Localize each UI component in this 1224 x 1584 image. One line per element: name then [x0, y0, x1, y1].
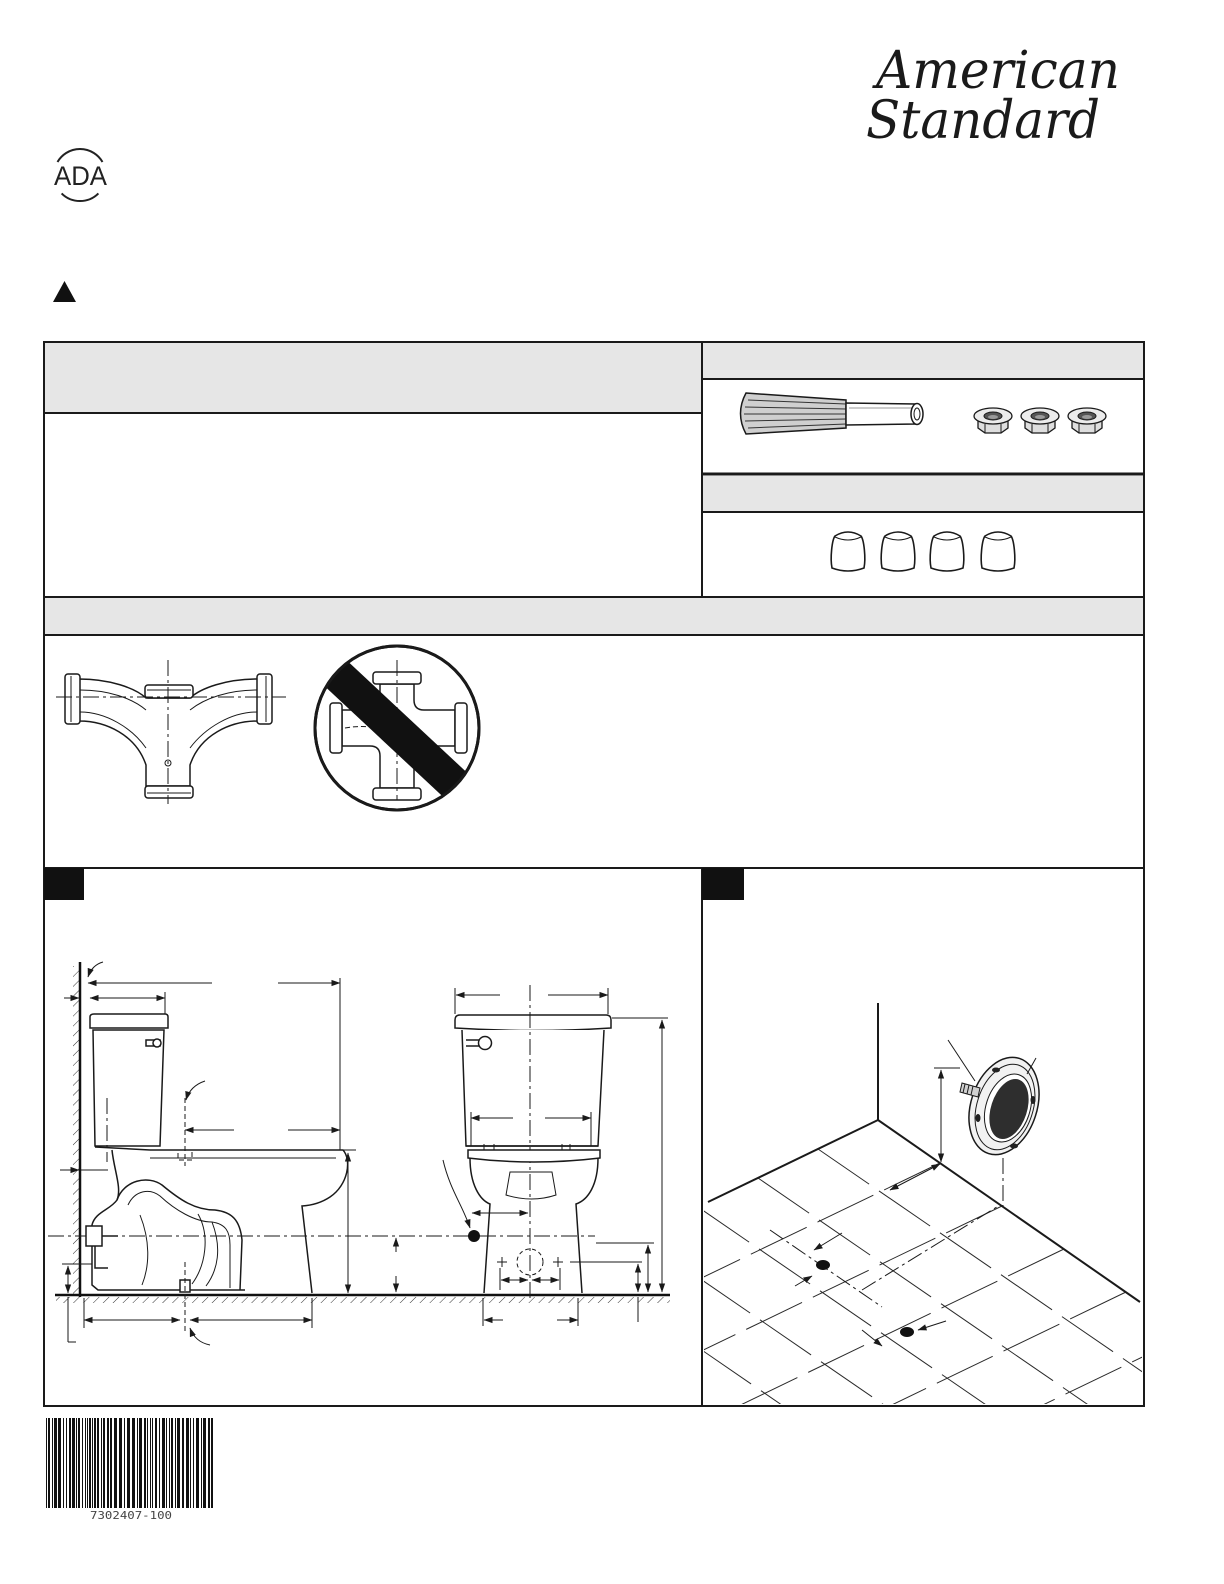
product-barcode — [46, 1418, 213, 1508]
bowl-outline — [150, 1150, 348, 1293]
barcode-bar — [186, 1418, 189, 1508]
flange-nuts — [974, 408, 1106, 433]
barcode-bar — [92, 1418, 93, 1508]
flange-nut-icon — [1021, 408, 1059, 433]
barcode-bar — [110, 1418, 112, 1508]
section-header-caps — [703, 476, 1143, 511]
closet-flange — [957, 1048, 1051, 1164]
barcode-bar — [139, 1418, 142, 1508]
barcode-bar — [89, 1418, 91, 1508]
step-number-box-right — [702, 868, 744, 900]
barcode-bar — [66, 1418, 67, 1508]
barcode-bar — [137, 1418, 138, 1508]
barcode-bar — [107, 1418, 109, 1508]
barcode-bar — [159, 1418, 160, 1508]
logo-line-2: Standard — [866, 91, 1100, 151]
barcode-bar — [193, 1418, 194, 1508]
front-pedestal-left — [470, 1158, 490, 1293]
barcode-bar — [177, 1418, 180, 1508]
flush-lever-icon — [153, 1039, 161, 1047]
barcode-bar — [72, 1418, 75, 1508]
bolt-cap-icon — [831, 532, 865, 571]
barcode-bar — [169, 1418, 170, 1508]
floor-tile-grid — [430, 1149, 1224, 1584]
barcode-bar — [101, 1418, 102, 1508]
barcode-bar — [152, 1418, 153, 1508]
barcode-bar — [203, 1418, 206, 1508]
barcode-bar — [78, 1418, 80, 1508]
section-header-drain — [45, 598, 1143, 634]
supply-location-dot — [468, 1230, 480, 1242]
barcode-bar — [97, 1418, 99, 1508]
tank-lid — [90, 1014, 168, 1028]
barcode-bar — [48, 1418, 50, 1508]
barcode-bar — [94, 1418, 96, 1508]
barcode-bar — [150, 1418, 151, 1508]
barcode-bar — [208, 1418, 210, 1508]
barcode-bar — [52, 1418, 53, 1508]
ada-logo-text: ADA — [54, 161, 107, 191]
barcode-bar — [119, 1418, 122, 1508]
warning-triangle-icon — [53, 281, 76, 302]
barcode-bar — [69, 1418, 71, 1508]
barcode-bar — [63, 1418, 64, 1508]
bolt-cap-icon — [930, 532, 964, 571]
floor-bolt-hole — [900, 1327, 914, 1337]
tank-body — [93, 1030, 164, 1146]
barcode-bar — [175, 1418, 176, 1508]
barcode-bar — [162, 1418, 165, 1508]
toilet-rough-in-front-view — [443, 985, 668, 1326]
flange-nut-icon — [974, 408, 1012, 433]
front-bowl-rim — [468, 1150, 600, 1162]
prohibited-cross-fitting-drawing — [315, 646, 480, 810]
barcode-bar — [114, 1418, 117, 1508]
barcode-bar — [155, 1418, 157, 1508]
barcode-bar — [190, 1418, 191, 1508]
barcode-bar — [46, 1418, 47, 1508]
approved-wye-fitting-drawing — [56, 660, 286, 804]
bolt-cap-icon — [981, 532, 1015, 571]
barcode-bar — [144, 1418, 146, 1508]
barcode-bar — [211, 1418, 213, 1508]
step-number-box-left — [44, 868, 84, 900]
front-pedestal-right — [576, 1158, 598, 1293]
floor-bolt-hole — [816, 1260, 830, 1270]
bolt-caps — [831, 532, 1015, 571]
socket-driver-tool — [741, 393, 924, 434]
barcode-bar — [76, 1418, 77, 1508]
barcode-bar — [166, 1418, 167, 1508]
barcode-bar — [58, 1418, 61, 1508]
barcode-bar — [132, 1418, 135, 1508]
barcode-bar — [196, 1418, 199, 1508]
section-header-left — [45, 343, 701, 412]
wall-base-line-left — [708, 1120, 878, 1202]
barcode-bar — [54, 1418, 57, 1508]
supply-stop-valve — [86, 1226, 102, 1246]
section-header-tools — [703, 343, 1143, 378]
barcode-bar — [171, 1418, 173, 1508]
barcode-bar — [201, 1418, 202, 1508]
barcode-bar — [124, 1418, 125, 1508]
flange-nut-icon — [1068, 408, 1106, 433]
ada-accessibility-icon — [54, 149, 107, 201]
american-standard-logo — [866, 41, 1120, 151]
front-tank-lid — [455, 1015, 611, 1031]
front-flush-lever-icon — [479, 1037, 492, 1050]
instruction-frame — [44, 342, 1144, 1406]
barcode-bar — [147, 1418, 148, 1508]
barcode-bar — [182, 1418, 184, 1508]
bolt-cap-icon — [881, 532, 915, 571]
barcode-bar — [82, 1418, 83, 1508]
barcode-number: 7302407-100 — [90, 1509, 172, 1522]
barcode-bar — [87, 1418, 88, 1508]
barcode-bar — [127, 1418, 130, 1508]
barcode-bar — [85, 1418, 86, 1508]
barcode-bar — [103, 1418, 105, 1508]
logo-line-1: American — [872, 41, 1120, 101]
